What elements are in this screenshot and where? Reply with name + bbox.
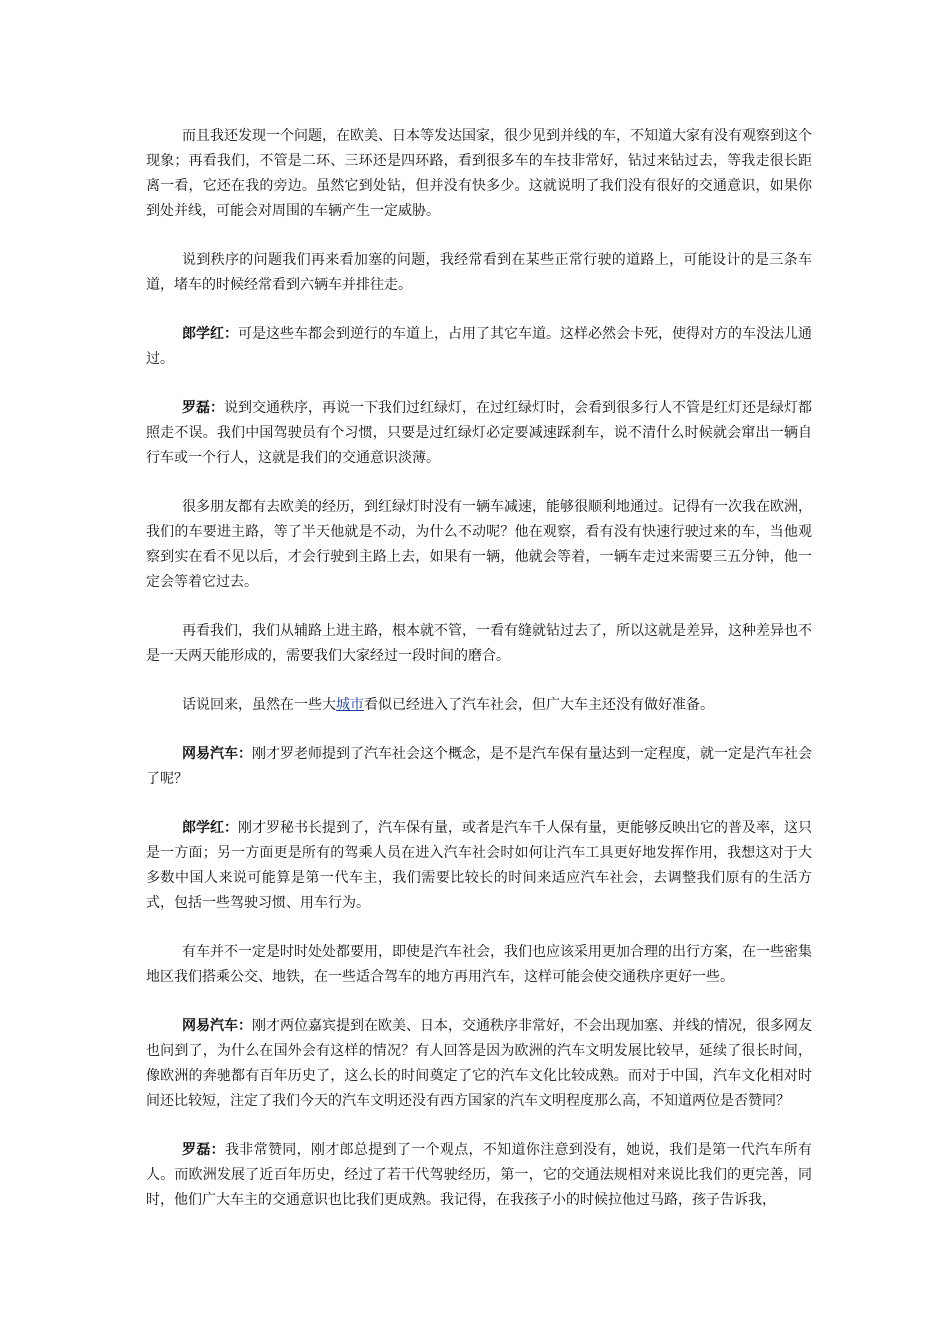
- paragraph-text: 可是这些车都会到逆行的车道上，占用了其它车道。这样必然会卡死，使得对方的车没法儿通过。: [146, 326, 812, 367]
- document-page: [146, 124, 812, 1237]
- paragraph: [146, 248, 812, 298]
- paragraph: [146, 396, 812, 471]
- paragraph: [146, 124, 812, 224]
- speaker-label: 网易汽车：: [182, 746, 252, 762]
- paragraph-text: 说到交通秩序，再说一下我们过红绿灯，在过红绿灯时，会看到很多行人不管是红灯还是绿灯都照走不误。我们中国驾驶员有个习惯，只要是过红绿灯必定要减速踩刹车，说不清什么时候就会窜出一辆自行车或一个行人，这就是我们的交通意识淡薄。: [146, 400, 812, 466]
- paragraph-text: 有车并不一定是时时处处都要用，即使是汽车社会，我们也应该采用更加合理的出行方案，在一些密集地区我们搭乘公交、地铁，在一些适合驾车的地方再用汽车，这样可能会使交通秩序更好一些。: [146, 944, 812, 985]
- paragraph: [146, 1014, 812, 1114]
- paragraph: [146, 742, 812, 792]
- speaker-label: 罗磊：: [182, 1142, 225, 1158]
- speaker-label: 郎学红：: [182, 820, 238, 836]
- paragraph-text: 刚才罗秘书长提到了，汽车保有量，或者是汽车千人保有量，更能够反映出它的普及率，这只是一方面；另一方面更是所有的驾乘人员在进入汽车社会时如何让汽车工具更好地发挥作用，我想这对于大多数中国人来说可能算是第一代车主，我们需要比较长的时间来适应汽车社会，去调整我们原有的生活方式，包括一些驾驶习惯、用车行为。: [146, 820, 812, 911]
- paragraph-text: 很多朋友都有去欧美的经历，到红绿灯时没有一辆车减速，能够很顺利地通过。记得有一次我在欧洲，我们的车要进主路，等了半天他就是不动，为什么不动呢？他在观察，看有没有快速行驶过来的车，当他观察到实在看不见以后，才会行驶到主路上去，如果有一辆，他就会等着，一辆车走过来需要三五分钟，他一定会等着它过去。: [146, 499, 812, 590]
- paragraph: [146, 816, 812, 916]
- paragraph-text: 话说回来，虽然在一些大: [182, 697, 336, 713]
- speaker-label: 郎学红：: [182, 326, 238, 342]
- paragraph-text: 而且我还发现一个问题，在欧美、日本等发达国家，很少见到并线的车，不知道大家有没有观察到这个现象；再看我们，不管是二环、三环还是四环路，看到很多车的车技非常好，钻过来钻过去，等我走很长距离一看，它还在我的旁边。虽然它到处钻，但并没有快多少。这就说明了我们没有很好的交通意识，如果你到处并线，可能会对周围的车辆产生一定威胁。: [146, 128, 812, 219]
- paragraph-text: 看似已经进入了汽车社会，但广大车主还没有做好准备。: [364, 697, 714, 713]
- paragraph-text: 说到秩序的问题我们再来看加塞的问题，我经常看到在某些正常行驶的道路上，可能设计的是三条车道，堵车的时候经常看到六辆车并排往走。: [146, 252, 812, 293]
- city-link[interactable]: 城市: [336, 697, 364, 713]
- paragraph: [146, 495, 812, 595]
- paragraph-text: 刚才两位嘉宾提到在欧美、日本，交通秩序非常好，不会出现加塞、并线的情况，很多网友也问到了，为什么在国外会有这样的情况？有人回答是因为欧洲的汽车文明发展比较早，延续了很长时间，像欧洲的奔驰都有百年历史了，这么长的时间奠定了它的汽车文化比较成熟。而对于中国，汽车文化相对时间还比较短，注定了我们今天的汽车文明还没有西方国家的汽车文明程度那么高，不知道两位是否赞同？: [146, 1018, 812, 1109]
- paragraph-text: 我非常赞同，刚才郎总提到了一个观点，不知道你注意到没有，她说，我们是第一代汽车所有人。而欧洲发展了近百年历史，经过了若干代驾驶经历，第一，它的交通法规相对来说比我们的更完善，同时，他们广大车主的交通意识也比我们更成熟。我记得，在我孩子小的时候拉他过马路，孩子告诉我，: [146, 1142, 813, 1208]
- paragraph: [146, 322, 812, 372]
- paragraph-text: 刚才罗老师提到了汽车社会这个概念，是不是汽车保有量达到一定程度，就一定是汽车社会了呢？: [146, 746, 812, 787]
- paragraph: [146, 693, 812, 718]
- paragraph: [146, 1138, 812, 1213]
- speaker-label: 网易汽车：: [182, 1018, 252, 1034]
- paragraph: [146, 940, 812, 990]
- speaker-label: 罗磊：: [182, 400, 224, 416]
- paragraph-text: 再看我们，我们从辅路上进主路，根本就不管，一看有缝就钻过去了，所以这就是差异，这种差异也不是一天两天能形成的，需要我们大家经过一段时间的磨合。: [146, 623, 812, 664]
- paragraph: [146, 619, 812, 669]
